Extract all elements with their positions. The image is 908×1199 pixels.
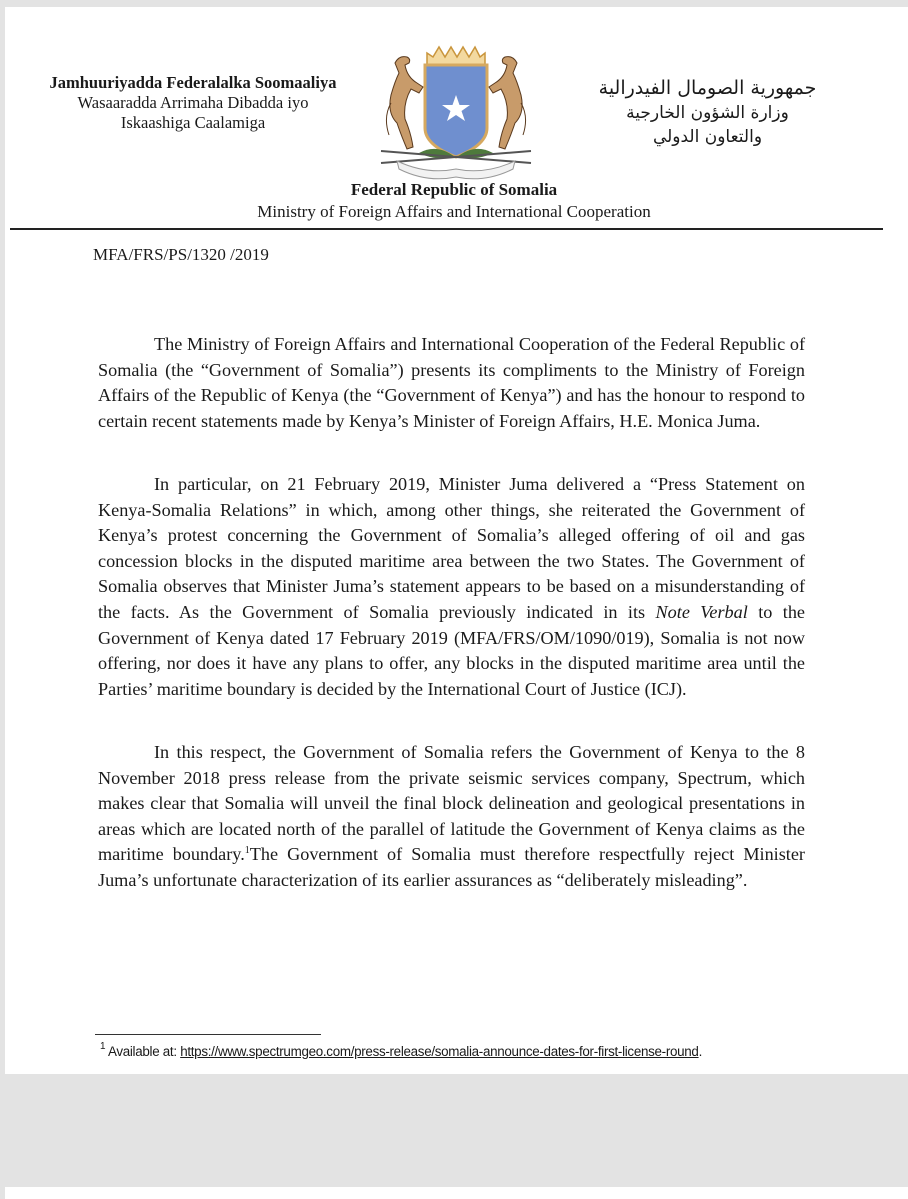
arabic-header-line3: والتعاون الدولي: [652, 127, 763, 147]
footnote-end: .: [698, 1044, 702, 1059]
ribbon-icon: [397, 161, 515, 179]
footnote: [100, 1041, 702, 1059]
somali-header: [23, 73, 363, 133]
somali-header-line3: Iskaashiga Caalamiga: [120, 113, 266, 132]
note-verbal-italic: Note Verbal: [655, 601, 748, 622]
somali-header-line1: Jamhuuriyadda Federalalka Soomaaliya: [49, 73, 337, 92]
paragraph-3-text-b: The Government of Somalia must therefore respectfully reject Minister Juma’s unfortunate characterization of its earlier assurances as “deliberately misleading”.: [98, 844, 805, 890]
arabic-header: [530, 75, 885, 149]
letterhead-subtitle: Ministry of Foreign Affairs and International Cooperation: [257, 202, 651, 221]
paragraph-2-text-a: In particular, on 21 February 2019, Minister Juma delivered a “Press Statement on Kenya-Somalia Relations” in which, among other things, she reiterated the Government of Kenya’s protest concerning the Government of Somalia’s alleged offering of oil and gas concession blocks in the disputed maritime area between the two States. The Government of Somalia observes that Minister Juma’s statement appears to be based on a misunderstanding of the facts. As the Government of Somalia previously indicated in its: [98, 474, 805, 622]
leopard-left-icon: [386, 57, 423, 149]
crown-icon: [427, 47, 485, 65]
paragraph-2: [98, 472, 805, 702]
paragraph-2-text-b: to the Government of Kenya dated 17 February 2019 (MFA/FRS/OM/1090/019), Somalia is not now offering, nor does it have any plans to offer, any blocks in the disputed maritime area until the Parties’ maritime boundary is decided by the International Court of Justice (ICJ).: [98, 601, 805, 699]
letterhead-title: Federal Republic of Somalia: [350, 180, 558, 199]
paragraph-3-text-a: In this respect, the Government of Somalia refers the Government of Kenya to the 8 November 2018 press release from the private seismic services company, Spectrum, which makes clear that Somalia will unveil the final block delineation and geological presentations in areas which are located north of the parallel of latitude the Government of Kenya claims as the maritime boundary.: [98, 742, 805, 865]
next-page-edge: [5, 1187, 908, 1199]
arabic-header-line1: جمهورية الصومال الفيدرالية: [598, 77, 817, 99]
paragraph-3: [98, 740, 805, 894]
footnote-divider: [95, 1034, 321, 1035]
coat-of-arms-emblem: [377, 43, 535, 183]
footnote-label: Available at:: [107, 1044, 181, 1059]
reference-number: MFA/FRS/PS/1320 /2019: [93, 245, 269, 264]
paragraph-1-text: The Ministry of Foreign Affairs and International Cooperation of the Federal Republic of Somalia (the “Government of Somalia”) presents its compliments to the Ministry of Foreign Affairs of the Republic of Kenya (the “Government of Kenya”) and has the honour to respond to certain recent statements made by Kenya’s Minister of Foreign Affairs, H.E. Monica Juma.: [98, 334, 805, 431]
arabic-header-line2: وزارة الشؤون الخارجية: [626, 103, 789, 123]
leopard-right-icon: [489, 57, 526, 149]
paragraph-1: [98, 332, 805, 434]
somali-header-line2: Wasaaradda Arrimaha Dibadda iyo: [77, 93, 309, 112]
footnote-number: 1: [100, 1041, 106, 1052]
footnote-link[interactable]: https://www.spectrumgeo.com/press-release/somalia-announce-dates-for-first-license-round: [180, 1044, 699, 1059]
header-divider: [10, 228, 883, 230]
footnote-reference[interactable]: 1: [244, 845, 250, 857]
